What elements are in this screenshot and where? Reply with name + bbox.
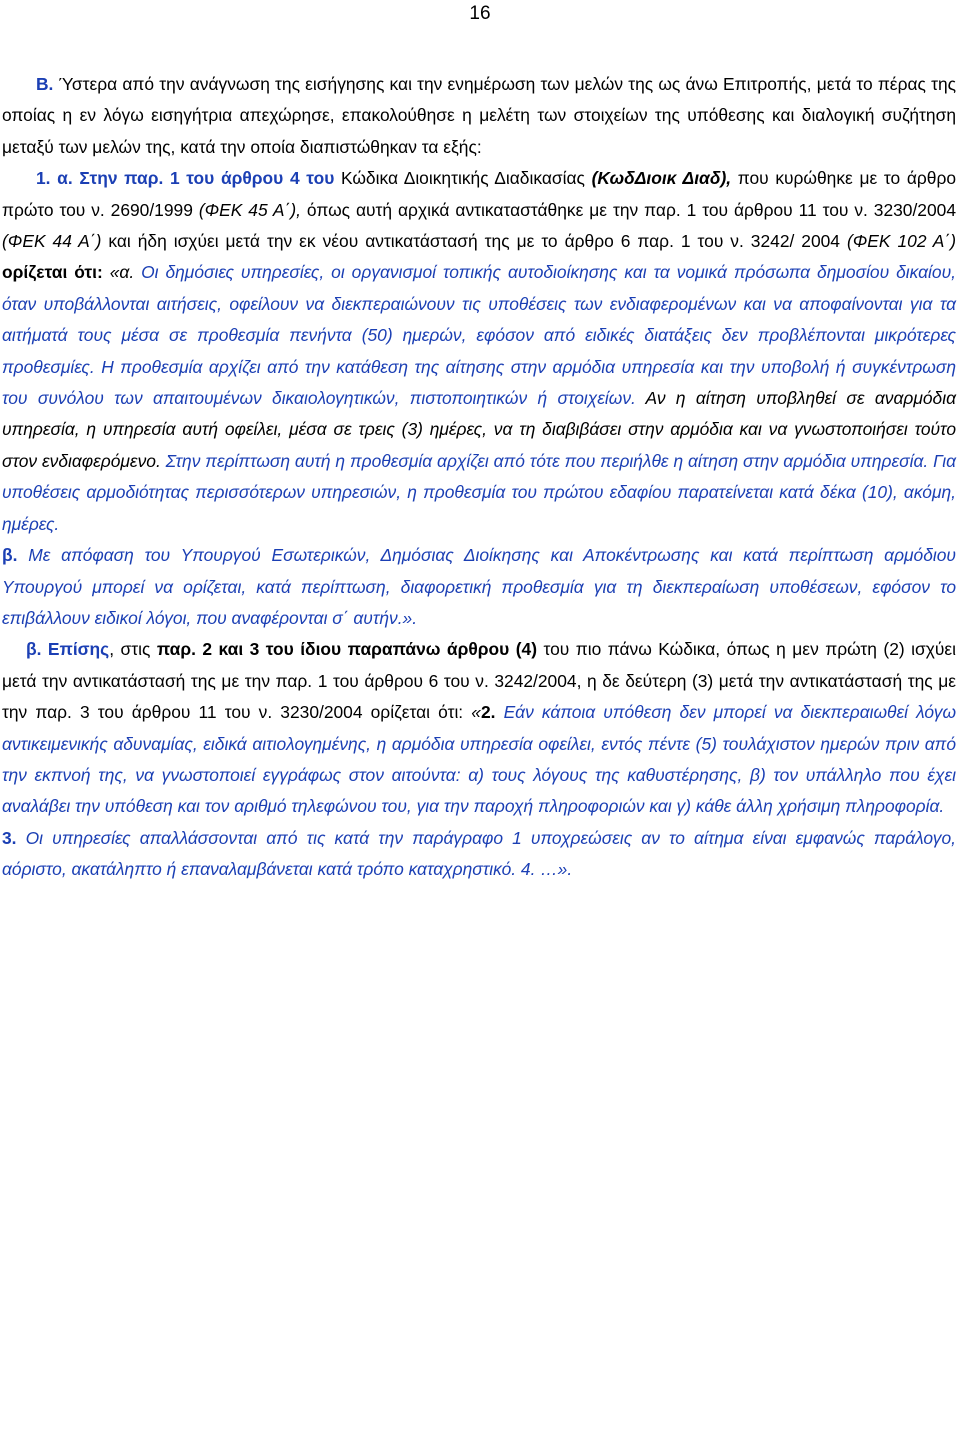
- text-run: και ήδη ισχύει μετά την εκ νέου αντικατάστασή της με το άρθρο 6 παρ. 1 του ν. 3242/ 2004: [101, 231, 847, 252]
- paragraph-b-clause: [2, 540, 956, 634]
- code-abbr: (ΚωδΔιοικ Διαδ),: [591, 168, 732, 189]
- paragraph-3: [2, 823, 956, 886]
- paragraph-2b: [2, 634, 956, 822]
- quote-text: Αν η αίτηση υποβληθεί σε αναρμόδια υπηρεσία, η υπηρεσία αυτή οφείλει, μέσα σε τρεις (3) ημέρες, να τη διαβιβάσει στην αρμόδια και να γνωστοποιήσει τούτο στον ενδιαφερόμενο.: [2, 388, 956, 471]
- fek-ref: (ΦΕΚ 102 Α΄): [846, 231, 956, 252]
- quote-open: «α.: [102, 262, 135, 283]
- quote-text: Στην περίπτωση αυτή η προθεσμία αρχίζει από τότε που περιήλθε η αίτηση στην αρμόδια υπηρεσία.: [160, 450, 929, 471]
- document-body: [2, 69, 956, 886]
- lead-bold: 1. α. Στην παρ. 1 του άρθρου 4 του: [36, 168, 335, 189]
- paragraph-text: Ύστερα από την ανάγνωση της εισήγησης και την ενημέρωση των μελών της ως άνω Επιτροπής, μετά το πέρας της οποίας η εν λόγω εισηγήτρια απεχώρησε, επακολούθησε η μελέτη των στοιχείων της υπόθεσης και διαλογική συζήτηση μεταξύ των μελών της, κατά την οποία διαπιστώθηκαν τα εξής:: [2, 74, 956, 157]
- quote-open: «: [471, 702, 481, 723]
- fek-ref: (ΦΕΚ 44 Α΄): [2, 231, 102, 252]
- paragraph-label: β.: [2, 545, 18, 566]
- bold-ref: παρ. 2 και 3 του ίδιου παραπάνω άρθρου (4): [156, 639, 537, 660]
- orizetai: ορίζεται ότι:: [2, 262, 103, 283]
- item-number: 2.: [480, 702, 496, 723]
- text-run: όπως αυτή αρχικά αντικαταστάθηκε με την παρ. 1 του άρθρου 11 του ν. 3230/2004: [300, 199, 956, 220]
- quote-text: Με απόφαση του Υπουργού Εσωτερικών, Δημόσιας Διοίκησης και Αποκέντρωσης και κατά περίπτωση αρμόδιου Υπουργού μπορεί να ορίζεται, κατά περίπτωση, διαφορετική προθεσμία για τη διεκπεραίωση υποθέσεων, εφόσον το επιβάλλουν ειδικοί λόγοι, που αναφέρονται σ΄ αυτήν.».: [2, 545, 956, 628]
- text-run: του πιο πάνω Κώδικα, όπως η μεν πρώτη (2) ισχύει μετά την αντικατάστασή της με την παρ. 1 του άρθρου 6 του ν. 3242/2004, η δε δεύτερη (3) μετά την αντικατάστασή της με την παρ. 3 του άρθρου 11 του ν. 3230/2004 ορίζεται ότι:: [2, 639, 956, 723]
- paragraph-b: [2, 69, 956, 163]
- lead-bold: β. Επίσης: [26, 639, 110, 660]
- text-run: , στις: [109, 639, 157, 660]
- page-number: 16: [469, 3, 491, 24]
- paragraph-1a: [2, 163, 956, 540]
- quote-text: Η προθεσμία αρχίζει από την κατάθεση της αίτησης στην αρμόδια υπηρεσία και την υποβολή ή συγκέντρωση του συνόλου των απαιτουμένων δικαιολογητικών, πιστοποιητικών ή στοιχείων.: [2, 356, 956, 409]
- fek-ref: (ΦΕΚ 45 Α΄),: [198, 199, 301, 220]
- item-number: 3.: [2, 827, 17, 848]
- quote-text: Για υποθέσεις αρμοδιότητας περισσότερων υπηρεσιών, η προθεσμία του πρώτου εδαφίου παρατείνεται κατά δέκα (10), ακόμη, ημέρες.: [2, 450, 956, 534]
- quote-text: Οι υπηρεσίες απαλλάσσονται από τις κατά την παράγραφο 1 υποχρεώσεις αν το αίτημα είναι εμφανώς παράλογο, αόριστο, ακατάληπτο ή επαναλαμβάνεται κατά τρόπο καταχρηστικό. 4. …».: [2, 827, 956, 880]
- paragraph-label: B.: [36, 74, 54, 94]
- quote-text: Εάν κάποια υπόθεση δεν μπορεί να διεκπεραιωθεί λόγω αντικειμενικής αδυναμίας, ειδικά αιτιολογημένης, η αρμόδια υπηρεσία οφείλει, εντός πέντε (5) τουλάχιστον ημερών πριν από την εκπνοή της, να γνωστοποιεί εγγράφως στον αιτούντα: α) τους λόγους της καθυστέρησης, β) τον υπάλληλο που έχει αναλάβει την υπόθεση και τον αριθμό τηλεφώνου του, για την παροχή πληροφοριών και γ) κάθε άλλη χρήσιμη πληροφορία.: [2, 702, 956, 817]
- quote-text: Οι δημόσιες υπηρεσίες, οι οργανισμοί τοπικής αυτοδιοίκησης και τα νομικά πρόσωπα δημοσίου δικαίου, όταν υποβάλλονται αιτήσεις, οφείλουν να διεκπεραιώνουν τις υποθέσεις των ενδιαφερομένων και να αποφαίνονται για τα αιτήματά τους μέσα σε προθεσμία πενήντα (50) ημερών, εφόσον από ειδικές διατάξεις δεν προβλέπονται μικρότερες προθεσμίες.: [2, 262, 956, 377]
- text-run: που κυρώθηκε με το άρθρο πρώτο του ν. 2690/1999: [2, 168, 957, 220]
- code-name: Κώδικα Διοικητικής Διαδικασίας: [334, 168, 592, 189]
